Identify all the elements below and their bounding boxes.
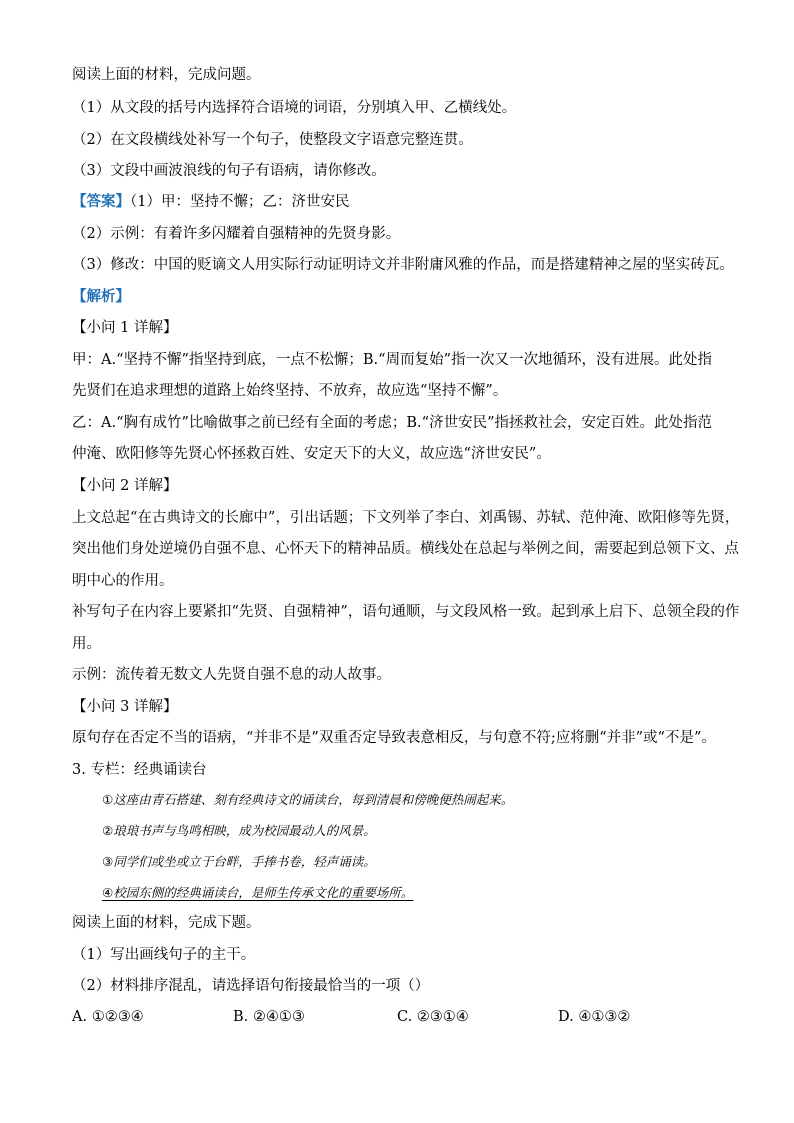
explain-1b: 先贤们在追求理想的道路上始终坚持、不放弃，故应选“坚持不懈”。 [72, 383, 508, 399]
answer-tag: 【答案】 [72, 193, 130, 210]
subquestion-3-heading: 【小问 3 详解】 [72, 699, 178, 715]
answer-line [72, 192, 742, 212]
explain-2-example: 示例：流传着无数文人先贤自强不息的动人故事。 [72, 667, 391, 683]
instruction-2: 阅读上面的材料，完成下题。 [72, 915, 261, 931]
explain-1d: 仲淹、欧阳修等先贤心怀拯救百姓、安定天下的大义，故应选“济世安民”。 [72, 446, 551, 462]
analysis-tag: 【解析】 [72, 288, 130, 305]
explain-1a: 甲：A.“坚持不懈”指坚持到底，一点不松懈；B.“周而复始”指一次又一次地循环，没有进展。此处指 [72, 352, 712, 368]
answer-2: （2）示例：有着许多闪耀着自强精神的先贤身影。 [72, 226, 401, 242]
explain-2a: 上文总起“在古典诗文的长廊中”，引出话题；下文列举了李白、刘禹锡、苏轼、范仲淹、欧阳修等先贤， [72, 510, 740, 526]
explain-1c: 乙：A.“胸有成竹”比喻做事之前已经有全面的考虑；B.“济世安民”指拯救社会，安定百姓。此处指范 [72, 415, 712, 431]
material-4-underlined: ④校园东侧的经典诵读台，是师生传承文化的重要场所。 [102, 885, 414, 900]
explain-2b: 突出他们身处逆境仍自强不息、心怀天下的精神品质。横线处在总起与举例之间，需要起到总领下文、点 [72, 541, 739, 557]
option-a: A. ①②③④ [72, 1009, 144, 1025]
question-3: （3）文段中画波浪线的句子有语病，请你修改。 [72, 163, 386, 179]
question-2: （2）在文段横线处补写一个句子，使整段文字语意完整连贯。 [72, 132, 473, 148]
option-d: D. ④①③② [558, 1009, 631, 1025]
explain-2e: 用。 [72, 636, 101, 652]
instruction: 阅读上面的材料，完成问题。 [72, 67, 261, 83]
subquestion-2-heading: 【小问 2 详解】 [72, 478, 178, 494]
material-1: ①这座由青石搭建、刻有经典诗文的诵读台，每到清晨和傍晚便热闹起来。 [102, 792, 514, 807]
question-3-2: （2）材料排序混乱，请选择语句衔接最恰当的一项（） [72, 978, 430, 994]
option-b: B. ②④①③ [233, 1009, 305, 1025]
explain-2d: 补写句子在内容上要紧扣“先贤、自强精神”，语句通顺，与文段风格一致。起到承上启下、总领全段的作 [72, 604, 740, 620]
material-3: ③同学们或坐或立于台畔，手捧书卷，轻声诵读。 [102, 854, 376, 869]
explain-3: 原句存在否定不当的语病，“并非不是”双重否定导致表意相反，与句意不符;应将删“并非”或“不是”。 [72, 730, 716, 746]
material-2: ②琅琅书声与鸟鸣相映，成为校园最动人的风景。 [102, 823, 376, 838]
answer-3: （3）修改：中国的贬谪文人用实际行动证明诗文并非附庸风雅的作品，而是搭建精神之屋的坚实砖瓦。 [72, 257, 734, 273]
question-1: （1）从文段的括号内选择符合语境的词语，分别填入甲、乙横线处。 [72, 100, 517, 116]
explain-2c: 明中心的作用。 [72, 573, 174, 589]
option-c: C. ②③①④ [397, 1009, 469, 1025]
answer-1: （1）甲：坚持不懈；乙：济世安民 [130, 194, 350, 210]
subquestion-1-heading: 【小问 1 详解】 [72, 320, 178, 336]
question-3-1: （1）写出画线句子的主干。 [72, 947, 256, 963]
section-3-title: 3. 专栏：经典诵读台 [72, 762, 207, 778]
